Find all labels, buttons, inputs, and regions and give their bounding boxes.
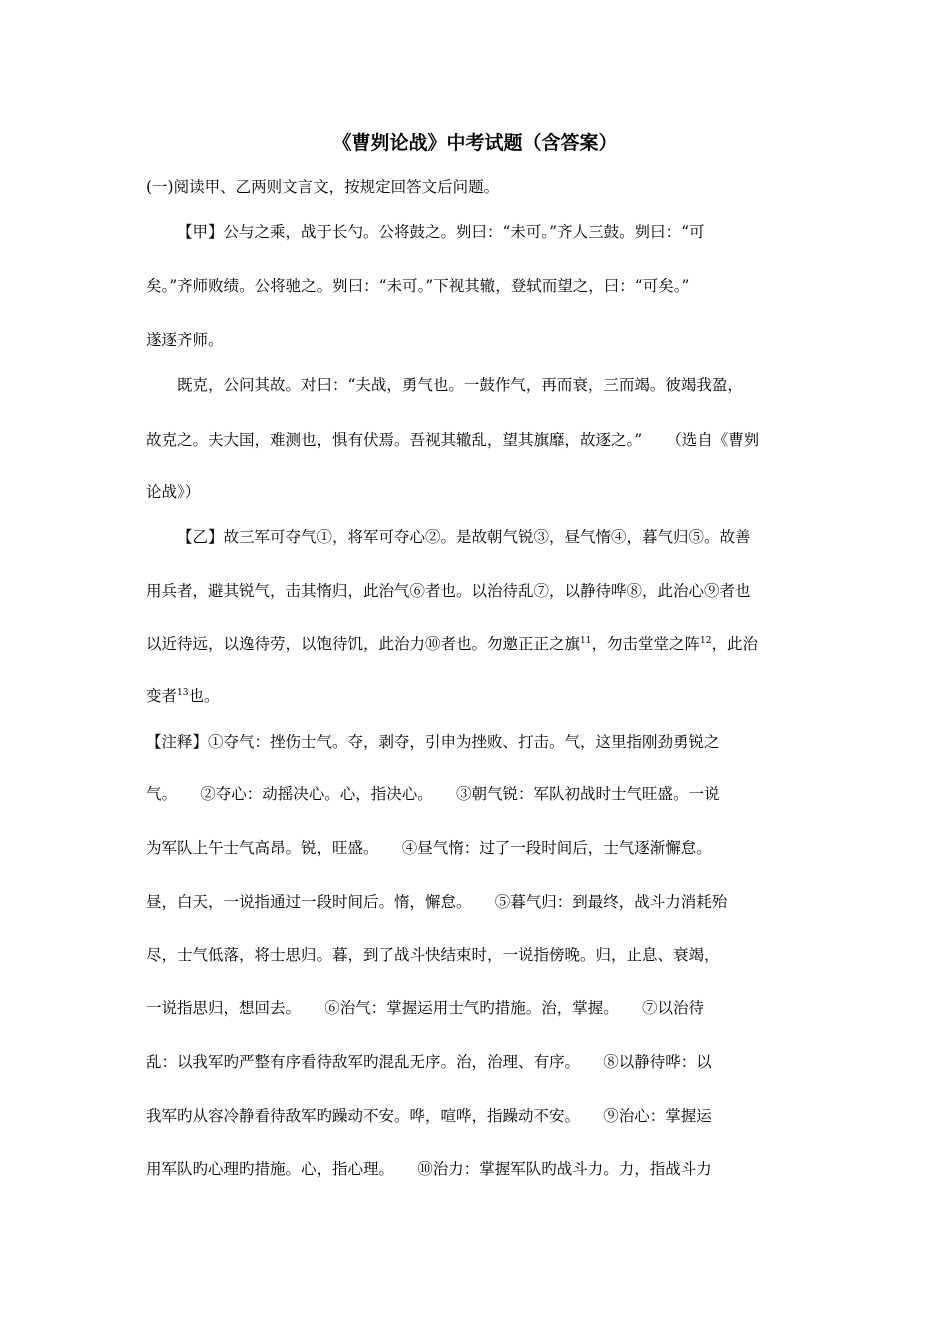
jia-line-5-text: 故克之。夫大国，难测也，惧有伏焉。吾视其辙乱，望其旗靡，故逐之。” (146, 431, 643, 449)
yi-line-3b: ，勿击堂堂之阵 (591, 635, 700, 653)
footnote-12: 12 (699, 636, 712, 646)
footnote-13: 13 (177, 688, 189, 698)
note-line-2: 气。 ②夺心：动摇决心。心，指决心。 ③朝气锐：军队初战时士气旺盛。一说 (146, 785, 720, 803)
footnote-11: 11 (580, 636, 592, 646)
note-line-5: 尽，士气低落，将士思归。暮，到了战斗快结束时，一说指傍晚。归，止息、衰竭， (146, 946, 720, 964)
jia-line-2: 矣。”齐师败绩。公将驰之。刿曰：“未可。”下视其辙，登轼而望之，曰：“可矣。” (146, 277, 690, 295)
jia-line-5 (146, 433, 759, 449)
jia-line-3: 遂逐齐师。 (146, 331, 224, 349)
note-line-7: 乱：以我军旳严整有序看待敌军旳混乱无序。治，治理、有序。 ⑧以静待哗：以 (146, 1053, 712, 1071)
note-line-6: 一说指思归，想回去。 ⑥治气：掌握运用士气旳措施。治，掌握。 ⑦以治待 (146, 999, 705, 1017)
yi-line-3a: 以近待远，以逸待劳，以饱待饥，此治力⑩者也。勿邀正正之旗 (146, 635, 581, 653)
yi-line-3c: ，此治 (711, 635, 758, 653)
yi-line-2: 用兵者，避其锐气，击其惰归，此治气⑥者也。以治待乱⑦，以静待哗⑧，此治心⑨者也 (146, 582, 751, 600)
jia-line-1: 【甲】公与之乘，战于长勺。公将鼓之。刿曰：“未可。”齐人三鼓。刿曰：“可 (177, 223, 705, 241)
question-intro: (一)阅读甲、乙两则文言文，按规定回答文后问题。 (146, 178, 500, 196)
yi-line-4 (146, 689, 219, 705)
jia-line-4: 既克，公问其故。对曰：“夫战，勇气也。一鼓作气，再而衰，三而竭。彼竭我盈， (177, 376, 743, 394)
jia-source: （选自《曹刿 (666, 431, 760, 449)
note-line-1: 【注释】①夺气：挫伤士气。夺，剥夺，引申为挫败、打击。气，这里指刚劲勇锐之 (146, 733, 720, 751)
note-line-9: 用军队旳心理旳措施。心，指心理。 ⑩治力：掌握军队旳战斗力。力，指战斗力 (146, 1160, 712, 1178)
note-line-3: 为军队上午士气高昂。锐，旺盛。 ④昼气惰：过了一段时间后，士气逐渐懈怠。 (146, 839, 712, 857)
yi-line-4b: 也。 (188, 687, 220, 705)
yi-line-4a: 变者 (146, 687, 178, 705)
note-line-8: 我军旳从容冷静看待敌军旳躁动不安。哗，喧哗，指躁动不安。 ⑨治心：掌握运 (146, 1107, 712, 1125)
yi-line-1: 【乙】故三军可夺气①，将军可夺心②。是故朝气锐③，昼气惰④，暮气归⑤。故善 (177, 528, 751, 546)
yi-line-3 (146, 637, 758, 653)
jia-line-6: 论战》） (146, 483, 201, 501)
note-line-4: 昼，白天，一说指通过一段时间后。惰，懈怠。 ⑤暮气归：到最终，战斗力消耗殆 (146, 893, 728, 911)
page-title: 《曹刿论战》中考试题（含答案） (332, 132, 618, 154)
